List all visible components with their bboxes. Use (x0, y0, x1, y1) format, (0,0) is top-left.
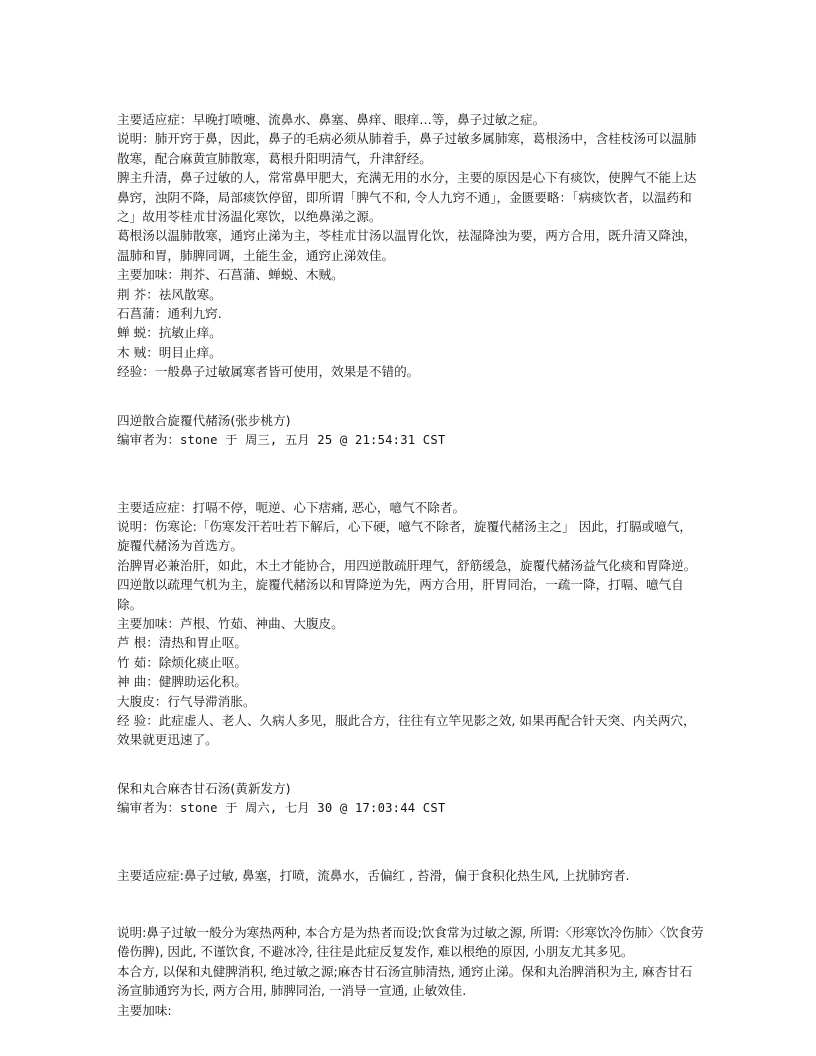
section-baohe-wan-indications (117, 866, 704, 885)
spleen-paragraph: 脾主升清，鼻子过敏的人，常常鼻甲肥大，充满无用的水分，主要的原因是心下有痰饮，使脾气不能上达鼻窍，浊阴不降，局部痰饮停留，即所谓「脾气不和, 令人九窍不通」，金匮要略：「病痰饮者，以温药和之」故用苓桂朮甘汤温化寒饮，以绝鼻涕之源。 (117, 170, 697, 225)
byline (117, 798, 704, 818)
explanation-paragraph: 说明：伤寒论:「伤寒发汗若吐若下解后，心下硬，噫气不除者，旋覆代赭汤主之」 因此，打膈或噫气，旋覆代赭汤为首选方。 (117, 518, 692, 554)
section-baohe-wan-body (117, 923, 704, 1020)
byline-value: stone 于 周三, 五月 25 @ 21:54:31 CST (179, 433, 446, 448)
combination-paragraph: 本合方, 以保和丸健脾消积, 绝过敏之源;麻杏甘石汤宣肺清热, 通窍止涕。保和丸治脾消积为主, 麻杏甘石汤宣肺通窍为长, 两方合用, 肺脾同治, 一消导一宣通, 止敏效佳. (117, 963, 693, 999)
byline-label: 编审者为： (117, 800, 180, 816)
indications-line: 主要适应症:鼻子过敏, 鼻塞，打喷，流鼻水，舌偏红 , 苔滑，偏于食积化热生风, 上扰肺窍者. (117, 867, 630, 883)
section-sini-san (117, 411, 704, 451)
section-gap-1 (117, 382, 704, 411)
section-gegen-tang (117, 110, 704, 382)
indications-line: 主要适应症：早晚打喷嚏、流鼻水、鼻塞、鼻痒、眼痒…等，鼻子过敏之症。 (117, 112, 546, 127)
section-baohe-wan (117, 779, 704, 819)
herb-lugen: 芦 根：清热和胃止呕。 (117, 635, 247, 651)
formula-title: 保和丸合麻杏甘石汤(黄新发方) (117, 780, 291, 796)
combination-paragraph: 葛根汤以温肺散寒，通窍止涕为主，苓桂朮甘汤以温胃化饮，祛湿降浊为要，两方合用，既升清又降浊，温肺和胃，肺脾同调，土能生金，通窍止涕效佳。 (117, 228, 697, 263)
modifications-line: 主要加味：芦根、竹茹、神曲、大腹皮。 (117, 615, 344, 631)
treatment-paragraph: 治脾胃必兼治肝，如此，木土才能协合，用四逆散疏肝理气，舒筋缓急，旋覆代赭汤益气化痰和胃降逆。四逆散以疏理气机为主，旋覆代赭汤以和胃降逆为先，两方合用，肝胃同治，一疏一降，打嗝、噫气自除。 (117, 557, 697, 612)
byline (117, 430, 704, 450)
section-gap-2 (117, 451, 704, 498)
herb-dafupi: 大腹皮：行气导滞消胀。 (117, 693, 256, 709)
experience-line: 经验：一般鼻子过敏属寒者皆可使用，效果是不错的。 (117, 364, 420, 380)
herb-shenqu: 神 曲：健脾助运化积。 (117, 674, 247, 690)
section-gap-5 (117, 885, 704, 923)
section-sini-san-body (117, 498, 704, 750)
byline-value: stone 于 周六, 七月 30 @ 17:03:44 CST (179, 801, 446, 816)
byline-label: 编审者为： (117, 432, 180, 448)
herb-shichangpu: 石菖蒲：通利九窍. (117, 306, 222, 322)
explanation-paragraph: 说明:鼻子过敏一般分为寒热两种, 本合方是为热者而设;饮食常为过敏之源, 所谓:〈形寒饮冷伤肺〉〈饮食劳倦伤脾), 因此, 不谨饮食, 不避冰冷, 往往是此症反复发作, 难以根绝的原因, 小朋友尤其多见。 (117, 925, 704, 960)
herb-jingjie: 荆 芥：祛风散寒。 (117, 286, 222, 302)
document-body (117, 110, 704, 1020)
herb-muzei: 木 贼：明目止痒。 (117, 344, 222, 360)
experience-paragraph: 经 验：此症虚人、老人、久病人多见，服此合方，往往有立竿见影之效, 如果再配合针天突、内关两穴，效果就更迅速了。 (117, 712, 696, 748)
section-gap-3 (117, 750, 704, 779)
section-gap-4 (117, 819, 704, 866)
indications-line: 主要适应症：打嗝不停，呃逆、心下痞痛, 恶心，噫气不除者。 (117, 499, 466, 515)
herb-zhuru: 竹 茹：除烦化痰止呕。 (117, 654, 247, 670)
modifications-line: 主要加味: (117, 1002, 172, 1018)
formula-title: 四逆散合旋覆代赭汤(张步桃方) (117, 412, 291, 428)
modifications-line: 主要加味：荆芥、石菖蒲、蝉蜕、木贼。 (117, 267, 344, 283)
herb-chantui: 蝉 蜕：抗敏止痒。 (117, 325, 222, 341)
explanation-paragraph: 说明：肺开窍于鼻，因此，鼻子的毛病必须从肺着手，鼻子过敏多属肺寒，葛根汤中，含桂枝汤可以温肺散寒，配合麻黄宣肺散寒，葛根升阳明清气，升津舒经。 (117, 131, 697, 166)
